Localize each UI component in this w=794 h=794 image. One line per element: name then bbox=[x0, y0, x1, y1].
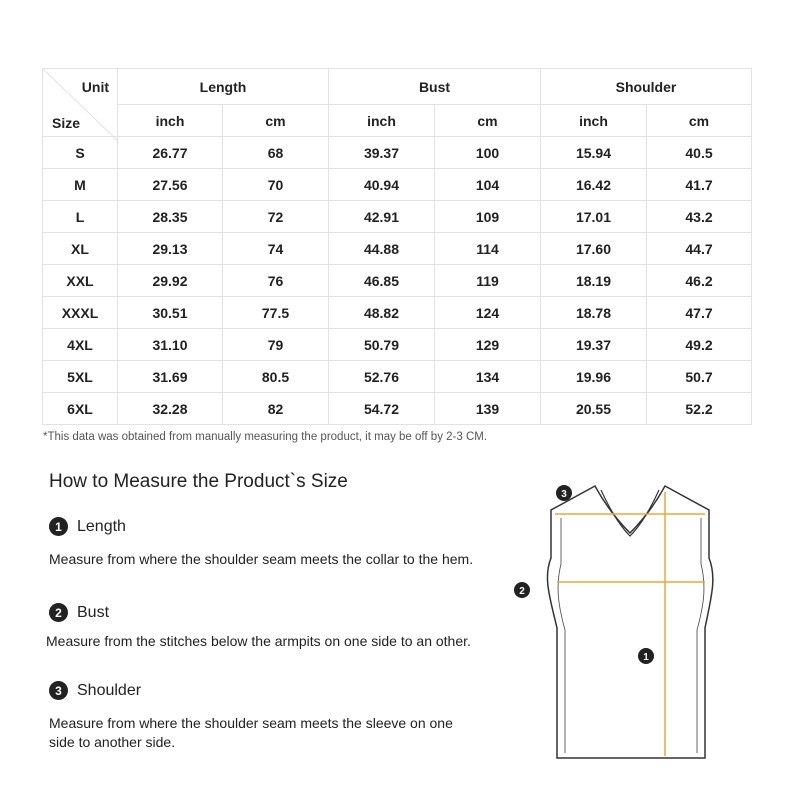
value-cell: 50.79 bbox=[329, 329, 435, 361]
size-cell: XL bbox=[43, 233, 118, 265]
shoulder-header: Shoulder bbox=[541, 69, 752, 105]
value-cell: 80.5 bbox=[223, 361, 329, 393]
step-description: Measure from where the shoulder seam meets the collar to the hem. bbox=[49, 551, 474, 567]
value-cell: 39.37 bbox=[329, 137, 435, 169]
size-cell: 6XL bbox=[43, 393, 118, 425]
unit-header-length-cm: cm bbox=[223, 105, 329, 137]
value-cell: 52.76 bbox=[329, 361, 435, 393]
step-number-badge: 1 bbox=[49, 517, 68, 536]
size-cell: 5XL bbox=[43, 361, 118, 393]
table-row bbox=[43, 233, 752, 265]
value-cell: 26.77 bbox=[118, 137, 223, 169]
value-cell: 100 bbox=[435, 137, 541, 169]
step-title: Length bbox=[77, 517, 126, 535]
value-cell: 29.13 bbox=[118, 233, 223, 265]
table-row bbox=[43, 297, 752, 329]
step-number-badge: 3 bbox=[49, 681, 68, 700]
value-cell: 119 bbox=[435, 265, 541, 297]
step-number-badge: 2 bbox=[49, 603, 68, 622]
value-cell: 68 bbox=[223, 137, 329, 169]
value-cell: 31.10 bbox=[118, 329, 223, 361]
step-shoulder bbox=[49, 681, 141, 700]
unit-header-bust-inch: inch bbox=[329, 105, 435, 137]
unit-label: Unit bbox=[81, 79, 109, 95]
table-row bbox=[43, 393, 752, 425]
value-cell: 77.5 bbox=[223, 297, 329, 329]
value-cell: 46.85 bbox=[329, 265, 435, 297]
howto-title: How to Measure the Product`s Size bbox=[49, 471, 348, 492]
step-title: Bust bbox=[77, 603, 110, 621]
value-cell: 20.55 bbox=[541, 393, 647, 425]
size-cell: XXXL bbox=[43, 297, 118, 329]
marker-3-label: 3 bbox=[561, 489, 567, 500]
value-cell: 46.2 bbox=[647, 265, 752, 297]
value-cell: 70 bbox=[223, 169, 329, 201]
table-row bbox=[43, 265, 752, 297]
value-cell: 76 bbox=[223, 265, 329, 297]
marker-3-icon bbox=[556, 485, 572, 501]
unit-header-length-inch: inch bbox=[118, 105, 223, 137]
value-cell: 19.96 bbox=[541, 361, 647, 393]
size-label: Size bbox=[52, 115, 81, 131]
value-cell: 79 bbox=[223, 329, 329, 361]
step-length bbox=[49, 517, 126, 536]
value-cell: 82 bbox=[223, 393, 329, 425]
value-cell: 47.7 bbox=[647, 297, 752, 329]
value-cell: 72 bbox=[223, 201, 329, 233]
value-cell: 29.92 bbox=[118, 265, 223, 297]
table-row bbox=[43, 137, 752, 169]
step-description: Measure from where the shoulder seam meets the sleeve on one side to another side. bbox=[49, 715, 453, 750]
step-bust bbox=[49, 603, 109, 622]
value-cell: 109 bbox=[435, 201, 541, 233]
value-cell: 44.7 bbox=[647, 233, 752, 265]
value-cell: 139 bbox=[435, 393, 541, 425]
value-cell: 31.69 bbox=[118, 361, 223, 393]
value-cell: 18.78 bbox=[541, 297, 647, 329]
bust-header: Bust bbox=[329, 69, 541, 105]
vest-outline bbox=[547, 486, 712, 758]
step-description: Measure from the stitches below the armpits on one side to an other. bbox=[46, 633, 471, 649]
value-cell: 15.94 bbox=[541, 137, 647, 169]
table-row bbox=[43, 329, 752, 361]
length-header: Length bbox=[118, 69, 329, 105]
table-row bbox=[43, 361, 752, 393]
size-cell: 4XL bbox=[43, 329, 118, 361]
value-cell: 16.42 bbox=[541, 169, 647, 201]
value-cell: 49.2 bbox=[647, 329, 752, 361]
value-cell: 54.72 bbox=[329, 393, 435, 425]
table-row bbox=[43, 169, 752, 201]
vest-measurement-diagram bbox=[505, 478, 735, 778]
value-cell: 124 bbox=[435, 297, 541, 329]
marker-2-label: 2 bbox=[519, 586, 525, 597]
value-cell: 50.7 bbox=[647, 361, 752, 393]
value-cell: 104 bbox=[435, 169, 541, 201]
table-corner-header bbox=[43, 69, 118, 137]
value-cell: 41.7 bbox=[647, 169, 752, 201]
value-cell: 32.28 bbox=[118, 393, 223, 425]
size-cell: S bbox=[43, 137, 118, 169]
size-cell: XXL bbox=[43, 265, 118, 297]
measurement-disclaimer: *This data was obtained from manually measuring the product, it may be off by 2-3 CM. bbox=[43, 431, 488, 443]
value-cell: 40.5 bbox=[647, 137, 752, 169]
value-cell: 48.82 bbox=[329, 297, 435, 329]
value-cell: 19.37 bbox=[541, 329, 647, 361]
value-cell: 114 bbox=[435, 233, 541, 265]
value-cell: 44.88 bbox=[329, 233, 435, 265]
marker-1-label: 1 bbox=[643, 652, 649, 663]
value-cell: 43.2 bbox=[647, 201, 752, 233]
value-cell: 129 bbox=[435, 329, 541, 361]
value-cell: 40.94 bbox=[329, 169, 435, 201]
table-row bbox=[43, 201, 752, 233]
size-cell: L bbox=[43, 201, 118, 233]
value-cell: 18.19 bbox=[541, 265, 647, 297]
unit-header-shoulder-inch: inch bbox=[541, 105, 647, 137]
unit-header-shoulder-cm: cm bbox=[647, 105, 752, 137]
marker-2-icon bbox=[514, 582, 530, 598]
value-cell: 52.2 bbox=[647, 393, 752, 425]
value-cell: 42.91 bbox=[329, 201, 435, 233]
value-cell: 27.56 bbox=[118, 169, 223, 201]
value-cell: 17.01 bbox=[541, 201, 647, 233]
value-cell: 28.35 bbox=[118, 201, 223, 233]
value-cell: 134 bbox=[435, 361, 541, 393]
value-cell: 74 bbox=[223, 233, 329, 265]
size-cell: M bbox=[43, 169, 118, 201]
value-cell: 17.60 bbox=[541, 233, 647, 265]
step-title: Shoulder bbox=[77, 681, 142, 699]
marker-1-icon bbox=[638, 648, 654, 664]
value-cell: 30.51 bbox=[118, 297, 223, 329]
unit-header-bust-cm: cm bbox=[435, 105, 541, 137]
size-chart-table bbox=[42, 68, 752, 425]
